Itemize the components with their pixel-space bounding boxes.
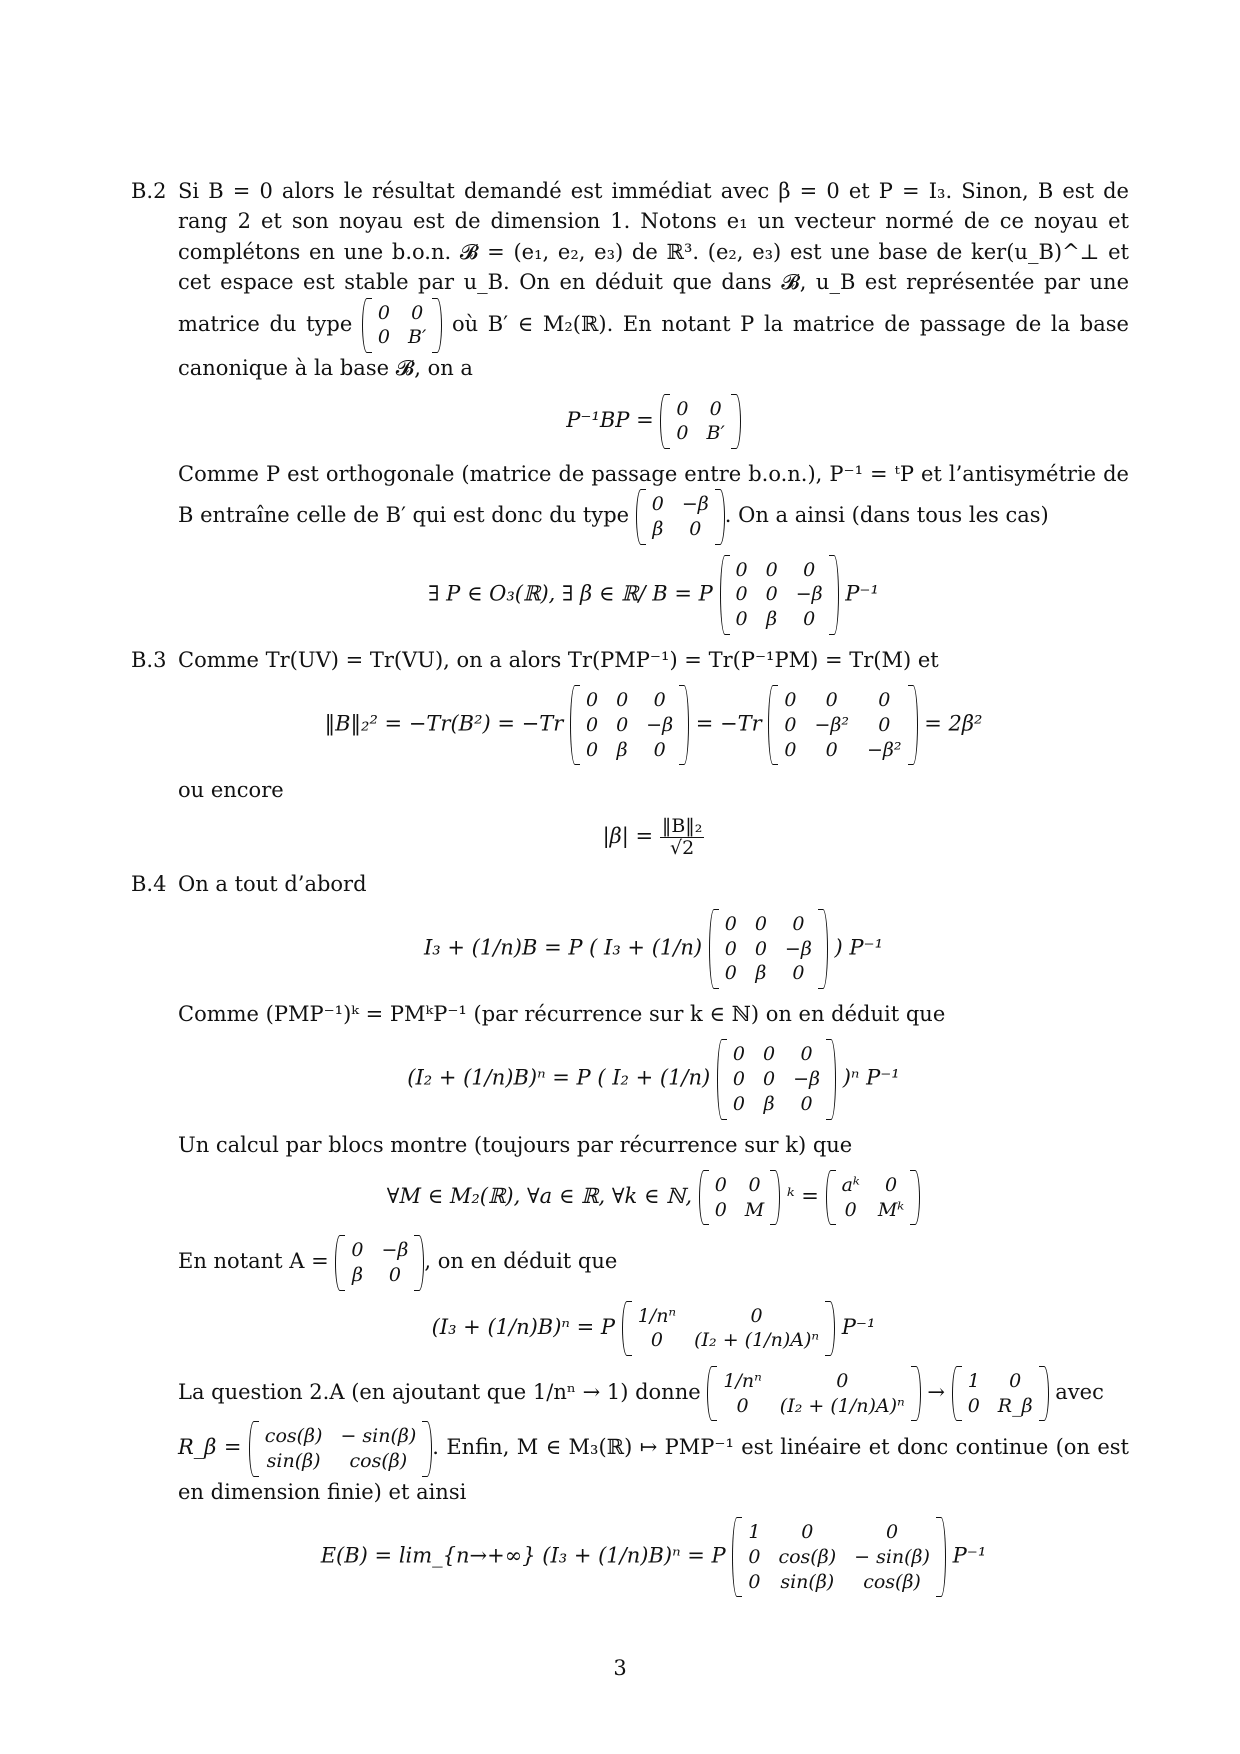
paragraph [178, 459, 1129, 545]
section-b4 [131, 869, 1129, 1598]
matrix-cell: 0 [714, 1198, 727, 1221]
matrix-cell: 0 [878, 689, 891, 712]
matrix-cell: 0 [784, 689, 797, 712]
matrix [952, 1366, 1049, 1421]
paragraph [178, 775, 1129, 805]
matrix-cell: −β [646, 713, 674, 736]
matrix-cell: β [351, 1264, 363, 1287]
matrix-cell: 0 [763, 1068, 776, 1091]
page-number: 3 [613, 1656, 627, 1680]
text: Si B = 0 alors le résultat demandé est immédiat avec β = 0 et P = I₃. Sinon, B est de rang 2 et son noyau est de dimension 1. Notons e₁ un vecteur normé de ce noyau et complétons en une b.o.n. 𝓑 = (e₁, e₂, e₃) de ℝ³. (e₂, e₃) est une base de ker(u_B)^⊥ et cet espace est stable par u_B. On en déduit que dans 𝓑, u_B est représentée par une matrice du type [178, 179, 1129, 336]
matrix-cell: −β [381, 1239, 409, 1262]
matrix-cell: 0 [748, 1570, 761, 1593]
matrix-cell: 1 [748, 1521, 761, 1544]
fraction [660, 816, 705, 859]
matrix-cell: cos(β) [349, 1450, 408, 1473]
equation [178, 1301, 1129, 1356]
matrix-cell: (I₂ + (1/n)A)ⁿ [779, 1394, 905, 1417]
matrix [335, 1235, 424, 1290]
matrix-cell: Mᵏ [877, 1198, 905, 1221]
matrix-cell: B′ [706, 422, 725, 445]
matrix-cell: 0 [585, 738, 599, 761]
text: . Enfin, M ∈ M₃(ℝ) ↦ PMP⁻¹ est linéaire et donc continue (on est en dimension finie) et ainsi [178, 1435, 1129, 1504]
equation-lhs: ‖B‖₂² = −Tr(B²) = −Tr [324, 711, 564, 736]
matrix-cell: 0 [792, 912, 805, 935]
paragraph [178, 1366, 1129, 1421]
matrix-cell: −β² [814, 713, 849, 736]
paragraph [178, 869, 1129, 899]
equation [178, 685, 1129, 765]
paragraph [178, 645, 1129, 675]
matrix-cell: 0 [724, 937, 737, 960]
equation-lhs: ∃ P ∈ O₃(ℝ), ∃ β ∈ ℝ/ B = P [428, 581, 713, 606]
matrix-cell: cos(β) [778, 1545, 837, 1568]
matrix-cell: 0 [800, 1092, 813, 1115]
matrix [622, 1301, 835, 1356]
fraction-numerator: ‖B‖₂ [661, 814, 703, 837]
matrix-cell: sin(β) [266, 1450, 321, 1473]
matrix-grid [584, 685, 675, 765]
text: En notant A = [178, 1249, 329, 1274]
matrix-cell: −β² [866, 738, 902, 761]
matrix [570, 685, 689, 765]
matrix-grid [721, 1366, 906, 1421]
matrix-cell: 0 [585, 713, 599, 736]
matrix-grid [840, 1170, 907, 1225]
matrix-grid [782, 685, 903, 765]
matrix-cell: 0 [748, 1545, 761, 1568]
equation-rhs: P⁻¹ [841, 1314, 876, 1339]
text: Un calcul par blocs montre (toujours par récurrence sur k) que [178, 1132, 853, 1157]
equation [178, 816, 1129, 859]
equation [178, 1170, 1129, 1225]
section-label: B.4 [131, 871, 167, 896]
matrix-cell: 0 [411, 301, 424, 324]
matrix [699, 1170, 781, 1225]
matrix-cell: 0 [651, 493, 664, 516]
section-b3 [131, 645, 1129, 859]
matrix-cell: 0 [885, 1521, 899, 1544]
matrix [720, 555, 839, 635]
matrix-cell: 0 [801, 1521, 814, 1544]
matrix-cell: aᵏ [841, 1173, 860, 1196]
matrix-cell: 0 [735, 558, 748, 581]
matrix-cell: −β [681, 493, 709, 516]
matrix-cell: 0 [784, 713, 797, 736]
matrix-cell: 0 [676, 422, 689, 445]
matrix-cell: 0 [803, 558, 816, 581]
matrix-cell: 0 [763, 1043, 776, 1066]
matrix-grid [674, 394, 726, 449]
matrix-cell: M [744, 1198, 765, 1221]
matrix-cell: −β [795, 583, 823, 606]
text: Comme (PMP⁻¹)ᵏ = PMᵏP⁻¹ (par récurrence sur k ∈ ℕ) on en déduit que [178, 1002, 946, 1027]
matrix-grid [713, 1170, 767, 1225]
equation [178, 1039, 1129, 1119]
page-content [131, 176, 1129, 1607]
matrix [707, 1366, 920, 1421]
matrix-cell: 0 [732, 1043, 746, 1066]
matrix-cell: 0 [803, 608, 816, 631]
matrix-cell: − sin(β) [340, 1425, 417, 1448]
matrix-cell: 0 [724, 912, 737, 935]
equation-lhs: |β| = [602, 823, 654, 848]
paragraph [178, 176, 1129, 384]
equation-lhs: (I₃ + (1/n)B)ⁿ = P [431, 1314, 616, 1339]
matrix [362, 298, 442, 353]
matrix-cell: 0 [585, 689, 599, 712]
matrix-grid [723, 909, 814, 989]
equation-mid: = −Tr [695, 711, 762, 736]
matrix [717, 1039, 836, 1119]
matrix-cell: 0 [689, 518, 702, 541]
section-label: B.3 [131, 647, 167, 672]
matrix-cell: 0 [650, 1329, 663, 1352]
matrix-cell: 1/nⁿ [723, 1370, 762, 1393]
matrix-cell: 0 [825, 689, 838, 712]
matrix-grid [966, 1366, 1035, 1421]
fraction-denominator: √2 [670, 836, 695, 859]
equation-rhs: ) P⁻¹ [834, 935, 884, 960]
matrix-cell: 0 [735, 583, 748, 606]
matrix-cell: sin(β) [780, 1570, 835, 1593]
equation-rhs: )ⁿ P⁻¹ [842, 1066, 900, 1090]
matrix-cell: 0 [709, 397, 722, 420]
text: R_β = [178, 1435, 242, 1460]
equation-lhs: P⁻¹BP = [566, 407, 654, 432]
matrix-cell: β [616, 738, 628, 761]
equation-rhs: = 2β² [924, 711, 983, 736]
text: Comme P est orthogonale (matrice de passage entre b.o.n.), P⁻¹ = ᵗP et l’antisymétrie de B entraîne celle de B′ qui est donc du type [178, 461, 1129, 528]
matrix-cell: 0 [736, 1394, 749, 1417]
matrix-cell: −β [793, 1068, 821, 1091]
text: On a tout d’abord [178, 871, 367, 896]
matrix [660, 394, 740, 449]
text: La question 2.A (en ajoutant que 1/nⁿ → 1) donne [178, 1380, 701, 1405]
equation [178, 1517, 1129, 1597]
matrix-cell: 0 [732, 1068, 746, 1091]
matrix-cell: 0 [388, 1264, 402, 1287]
section-label: B.2 [131, 179, 167, 203]
matrix-cell: 0 [754, 937, 767, 960]
matrix-grid [734, 555, 825, 635]
equation-rhs: P⁻¹ [845, 581, 879, 606]
matrix-cell: 0 [616, 689, 629, 712]
matrix-cell: 0 [878, 713, 891, 736]
matrix-cell: 0 [616, 713, 629, 736]
paragraph [178, 999, 1129, 1029]
matrix-cell: cos(β) [863, 1570, 921, 1593]
matrix-cell: 0 [765, 558, 778, 581]
matrix-grid [731, 1039, 822, 1119]
matrix-cell: 0 [735, 608, 748, 631]
equation-lhs: ∀M ∈ M₂(ℝ), ∀a ∈ ℝ, ∀k ∈ ℕ, [386, 1184, 693, 1209]
matrix [826, 1170, 921, 1225]
paragraph [178, 1130, 1129, 1160]
matrix-cell: 0 [732, 1092, 746, 1115]
paragraph [178, 1421, 1129, 1507]
matrix-grid [349, 1235, 410, 1290]
matrix-grid [376, 298, 428, 353]
matrix-cell: 1 [967, 1370, 980, 1393]
equation-rhs: P⁻¹ [952, 1543, 987, 1568]
matrix-cell: β [755, 962, 767, 985]
matrix-cell: 0 [1009, 1370, 1022, 1393]
matrix-cell: 0 [377, 301, 391, 324]
matrix-cell: 0 [653, 689, 666, 712]
matrix-cell: (I₂ + (1/n)A)ⁿ [694, 1329, 820, 1352]
section-b2 [131, 176, 1129, 635]
matrix [709, 909, 828, 989]
matrix-cell: − sin(β) [854, 1545, 930, 1568]
matrix-cell: 0 [792, 962, 805, 985]
matrix-cell: 0 [676, 397, 689, 420]
matrix-cell: 1/nⁿ [637, 1304, 677, 1327]
matrix-cell: 0 [844, 1198, 857, 1221]
matrix-grid [650, 489, 711, 544]
matrix-cell: 0 [724, 962, 737, 985]
equation-lhs: (I₂ + (1/n)B)ⁿ = P ( I₂ + (1/n) [407, 1066, 711, 1090]
matrix [768, 685, 917, 765]
matrix [249, 1421, 432, 1476]
matrix-cell: R_β [997, 1394, 1033, 1417]
matrix-cell: β [763, 1092, 775, 1115]
equation [178, 394, 1129, 449]
matrix-cell: cos(β) [264, 1425, 323, 1448]
arrow: → [927, 1380, 946, 1405]
equation [178, 909, 1129, 989]
text: . On a ainsi (dans tous les cas) [724, 503, 1049, 528]
matrix-cell: 0 [754, 912, 767, 935]
matrix-cell: 0 [800, 1043, 813, 1066]
matrix-cell: 0 [884, 1173, 898, 1196]
matrix-cell: 0 [836, 1370, 849, 1393]
matrix-cell: 0 [714, 1173, 727, 1196]
paragraph [178, 1235, 1129, 1290]
matrix-cell: 0 [377, 326, 391, 349]
matrix-cell: 0 [784, 738, 797, 761]
matrix-cell: −β [784, 937, 812, 960]
matrix-grid [263, 1421, 418, 1476]
matrix [636, 489, 725, 544]
text: où B′ ∈ M₂(ℝ). En notant P la matrice de passage de la base canonique à la base 𝓑, on a [178, 311, 1129, 381]
equation-lhs: E(B) = lim_{n→+∞} (I₃ + (1/n)B)ⁿ = P [320, 1543, 726, 1568]
text: ou encore [178, 778, 284, 803]
text: Comme Tr(UV) = Tr(VU), on a alors Tr(PMP⁻¹) = Tr(P⁻¹PM) = Tr(M) et [178, 647, 939, 672]
matrix-cell: 0 [825, 738, 838, 761]
matrix-cell: 0 [967, 1394, 980, 1417]
equation-lhs: I₃ + (1/n)B = P ( I₃ + (1/n) [423, 935, 703, 960]
matrix-cell: 0 [653, 738, 666, 761]
matrix-cell: 0 [765, 583, 778, 606]
matrix-grid [636, 1301, 821, 1356]
matrix-cell: 0 [750, 1304, 763, 1327]
matrix-grid [746, 1517, 932, 1597]
equation-mid: ᵏ = [786, 1184, 819, 1209]
matrix-cell: B′ [408, 326, 427, 349]
text: avec [1055, 1380, 1104, 1405]
matrix-cell: β [652, 518, 664, 541]
matrix [732, 1517, 946, 1597]
text: , on en déduit que [424, 1249, 618, 1274]
matrix-cell: β [766, 608, 778, 631]
matrix-cell: 0 [748, 1173, 761, 1196]
matrix-cell: 0 [351, 1239, 364, 1262]
equation [178, 555, 1129, 635]
